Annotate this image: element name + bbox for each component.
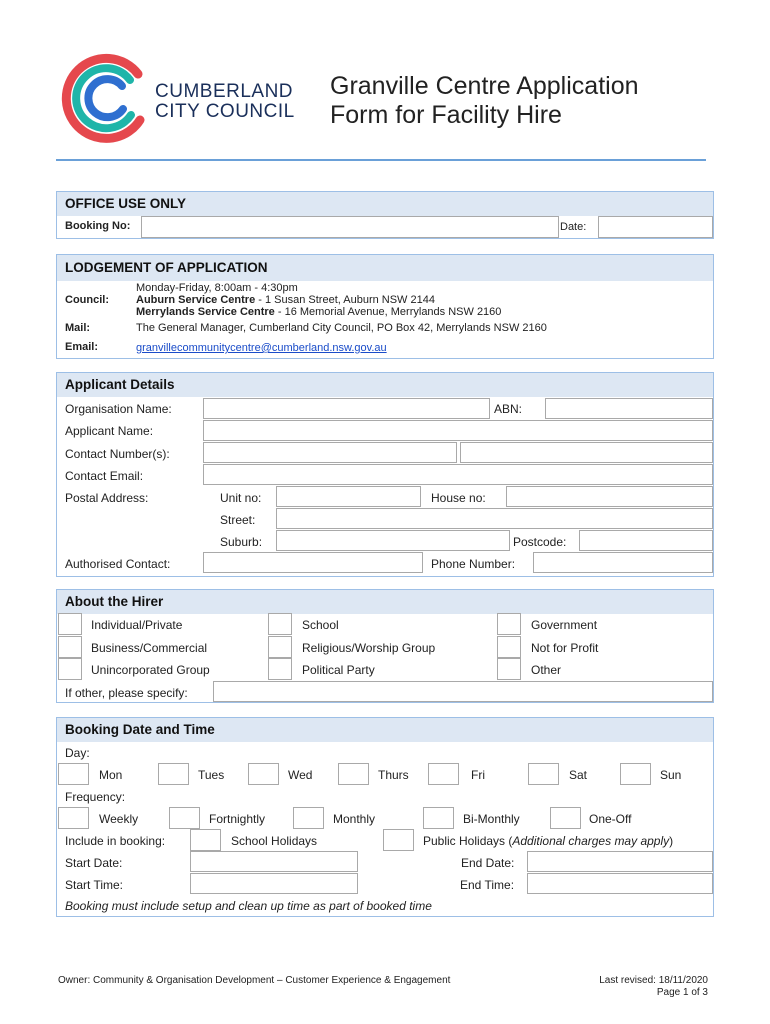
date-label: Date:	[560, 221, 587, 233]
date-field[interactable]	[598, 216, 713, 238]
mon-checkbox[interactable]	[58, 763, 89, 785]
merrylands-address: - 16 Memorial Avenue, Merrylands NSW 2160	[274, 306, 502, 318]
mail-label: Mail:	[65, 322, 91, 334]
weekly-checkbox[interactable]	[58, 807, 89, 829]
one-off-label: One-Off	[589, 812, 632, 826]
lodgement-section	[56, 254, 714, 359]
hirer-heading: About the Hirer	[65, 594, 164, 609]
fortnightly-checkbox[interactable]	[169, 807, 200, 829]
title-line-2: Form for Facility Hire	[330, 101, 562, 129]
street-field[interactable]	[276, 508, 713, 529]
day-label: Day:	[65, 746, 90, 760]
political-checkbox[interactable]	[268, 658, 292, 680]
political-label: Political Party	[302, 663, 375, 677]
other-label: Other	[531, 663, 562, 677]
auburn-name: Auburn Service Centre	[136, 294, 256, 306]
business-label: Business/Commercial	[91, 641, 208, 655]
school-label: School	[302, 618, 339, 632]
council-logo	[60, 52, 152, 144]
header-divider	[56, 159, 706, 161]
applicant-name-field[interactable]	[203, 420, 713, 441]
sat-label: Sat	[569, 768, 588, 782]
logo-mark-icon	[60, 52, 152, 144]
public-holidays-label	[423, 834, 673, 848]
contact-email-field[interactable]	[203, 464, 713, 485]
start-time-field[interactable]	[190, 873, 358, 894]
public-holidays-checkbox[interactable]	[383, 829, 414, 851]
mail-address: The General Manager, Cumberland City Council, PO Box 42, Merrylands NSW 2160	[136, 322, 547, 334]
house-no-label: House no:	[431, 491, 486, 505]
additional-charges-note: Additional charges may apply	[512, 834, 670, 848]
logo-line-2: CITY COUNCIL	[155, 101, 295, 122]
sat-checkbox[interactable]	[528, 763, 559, 785]
office-hours: Monday-Friday, 8:00am - 4:30pm	[136, 282, 298, 294]
auburn-centre	[136, 294, 435, 306]
auburn-address: - 1 Susan Street, Auburn NSW 2144	[255, 294, 435, 306]
individual-checkbox[interactable]	[58, 613, 82, 635]
booking-note: Booking must include setup and clean up time as part of booked time	[65, 899, 432, 913]
applicant-heading: Applicant Details	[65, 377, 175, 392]
suburb-field[interactable]	[276, 530, 510, 551]
thurs-checkbox[interactable]	[338, 763, 369, 785]
bi-monthly-label: Bi-Monthly	[463, 812, 520, 826]
tues-label: Tues	[198, 768, 225, 782]
house-no-field[interactable]	[506, 486, 713, 507]
end-date-field[interactable]	[527, 851, 713, 872]
booking-no-field[interactable]	[141, 216, 559, 238]
office-use-header	[57, 192, 713, 216]
lodgement-header	[57, 255, 713, 281]
footer-page: Page 1 of 3	[656, 987, 708, 998]
postal-address-label: Postal Address:	[65, 491, 149, 505]
end-time-field[interactable]	[527, 873, 713, 894]
applicant-header	[57, 373, 713, 397]
document-title	[330, 72, 639, 130]
end-date-label: End Date:	[461, 856, 515, 870]
hirer-section	[56, 589, 714, 703]
authorised-contact-field[interactable]	[203, 552, 423, 573]
street-label: Street:	[220, 513, 256, 527]
logo-wordmark	[155, 82, 295, 122]
fri-label: Fri	[471, 768, 485, 782]
logo-line-1: CUMBERLAND	[155, 81, 294, 102]
wed-checkbox[interactable]	[248, 763, 279, 785]
start-time-label: Start Time:	[65, 878, 124, 892]
tues-checkbox[interactable]	[158, 763, 189, 785]
postcode-label: Postcode:	[513, 535, 567, 549]
unincorporated-label: Unincorporated Group	[91, 663, 210, 677]
unit-no-field[interactable]	[276, 486, 421, 507]
wed-label: Wed	[288, 768, 313, 782]
booking-header	[57, 718, 713, 742]
end-time-label: End Time:	[460, 878, 515, 892]
abn-field[interactable]	[545, 398, 713, 419]
fortnightly-label: Fortnightly	[209, 812, 266, 826]
phone-number-field[interactable]	[533, 552, 713, 573]
thurs-label: Thurs	[378, 768, 409, 782]
weekly-label: Weekly	[99, 812, 139, 826]
mon-label: Mon	[99, 768, 123, 782]
start-date-field[interactable]	[190, 851, 358, 872]
email-link[interactable]: granvillecommunitycentre@cumberland.nsw.gov.au	[136, 342, 387, 354]
monthly-label: Monthly	[333, 812, 376, 826]
religious-label: Religious/Worship Group	[302, 641, 436, 655]
sun-checkbox[interactable]	[620, 763, 651, 785]
close-paren: )	[669, 834, 674, 848]
fri-checkbox[interactable]	[428, 763, 459, 785]
office-use-heading: OFFICE USE ONLY	[65, 196, 187, 211]
school-checkbox[interactable]	[268, 613, 292, 635]
school-holidays-label: School Holidays	[231, 834, 318, 848]
phone-number-label: Phone Number:	[431, 557, 516, 571]
authorised-contact-label: Authorised Contact:	[65, 557, 171, 571]
booking-no-label: Booking No:	[65, 220, 131, 232]
one-off-checkbox[interactable]	[550, 807, 581, 829]
monthly-checkbox[interactable]	[293, 807, 324, 829]
start-date-label: Start Date:	[65, 856, 123, 870]
footer-revised: Last revised: 18/11/2020	[599, 975, 708, 986]
individual-label: Individual/Private	[91, 618, 183, 632]
unit-no-label: Unit no:	[220, 491, 262, 505]
title-line-1: Granville Centre Application	[330, 72, 639, 100]
booking-heading: Booking Date and Time	[65, 722, 215, 737]
contact-numbers-label: Contact Number(s):	[65, 447, 170, 461]
office-use-section	[56, 191, 714, 239]
merrylands-name: Merrylands Service Centre	[136, 306, 275, 318]
council-label: Council:	[65, 294, 109, 306]
merrylands-centre	[136, 306, 501, 318]
specify-field[interactable]	[213, 681, 713, 702]
include-label: Include in booking:	[65, 834, 166, 848]
frequency-label: Frequency:	[65, 790, 126, 804]
not-for-profit-checkbox[interactable]	[497, 636, 521, 658]
abn-label: ABN:	[494, 402, 523, 416]
public-holidays-text: Public Holidays (	[423, 834, 513, 848]
booking-section	[56, 717, 714, 917]
religious-checkbox[interactable]	[268, 636, 292, 658]
hirer-header	[57, 590, 713, 614]
contact-number-field-2[interactable]	[460, 442, 713, 463]
organisation-field[interactable]	[203, 398, 490, 419]
contact-number-field-1[interactable]	[203, 442, 457, 463]
other-checkbox[interactable]	[497, 658, 521, 680]
footer-owner: Owner: Community & Organisation Development – Customer Experience & Engagement	[58, 975, 451, 986]
government-label: Government	[531, 618, 598, 632]
government-checkbox[interactable]	[497, 613, 521, 635]
business-checkbox[interactable]	[58, 636, 82, 658]
lodgement-heading: LODGEMENT OF APPLICATION	[65, 260, 268, 275]
school-holidays-checkbox[interactable]	[190, 829, 221, 851]
sun-label: Sun	[660, 768, 682, 782]
postcode-field[interactable]	[579, 530, 713, 551]
applicant-name-label: Applicant Name:	[65, 424, 154, 438]
specify-label: If other, please specify:	[65, 686, 188, 700]
suburb-label: Suburb:	[220, 535, 263, 549]
organisation-label: Organisation Name:	[65, 402, 172, 416]
bi-monthly-checkbox[interactable]	[423, 807, 454, 829]
not-for-profit-label: Not for Profit	[531, 641, 599, 655]
unincorporated-checkbox[interactable]	[58, 658, 82, 680]
email-label: Email:	[65, 341, 99, 353]
applicant-section	[56, 372, 714, 577]
contact-email-label: Contact Email:	[65, 469, 144, 483]
